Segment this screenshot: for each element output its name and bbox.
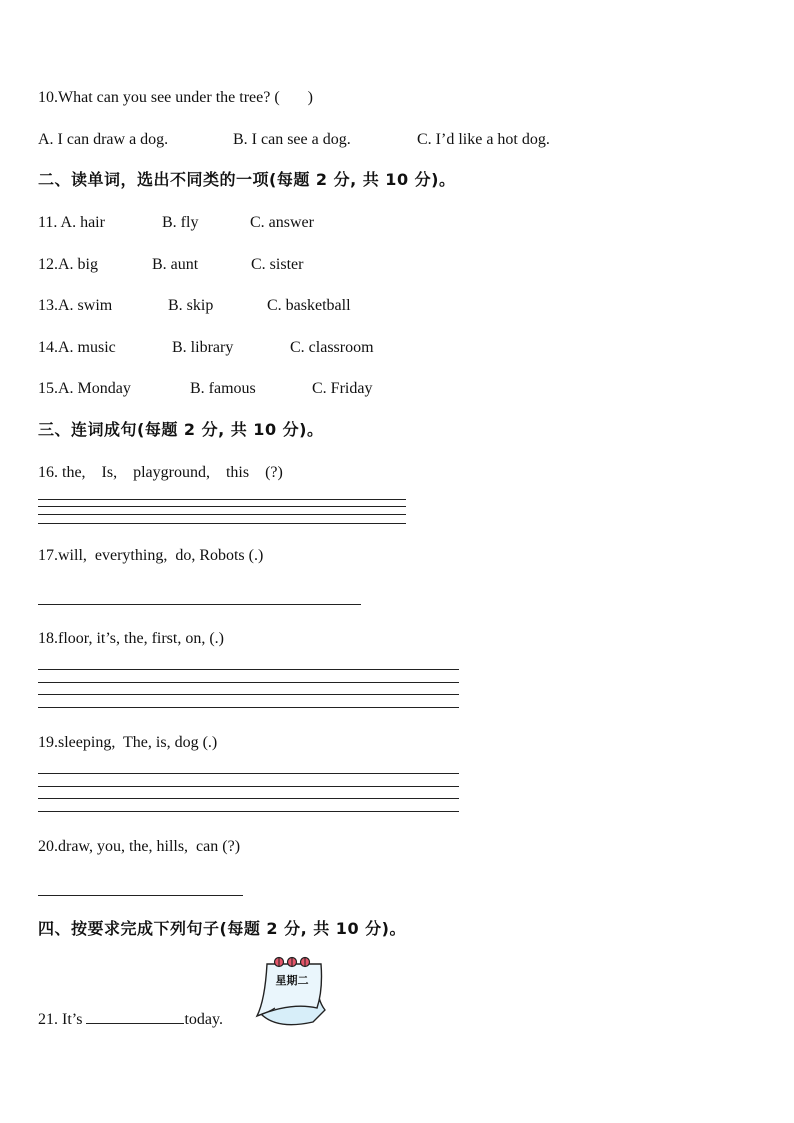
q15-option-a: 15.A. Monday: [38, 380, 131, 397]
answer-line[interactable]: [38, 669, 459, 670]
answer-line[interactable]: [38, 798, 459, 799]
answer-line[interactable]: [38, 506, 406, 507]
answer-line[interactable]: [38, 523, 406, 524]
q13-option-b: B. skip: [168, 297, 214, 314]
question-20: 20.draw, you, the, hills, can (?): [38, 838, 241, 855]
q14-option-c: C. classroom: [290, 339, 374, 356]
q13-option-c: C. basketball: [267, 297, 351, 314]
q11-option-a: 11. A. hair: [38, 214, 105, 231]
section-3-title: 三、连词成句(每题 2 分, 共 10 分)。: [38, 420, 324, 439]
answer-line[interactable]: [38, 694, 459, 695]
q21-blank[interactable]: [86, 1009, 184, 1024]
q11-option-c: C. answer: [250, 214, 314, 231]
q14-option-a: 14.A. music: [38, 339, 116, 356]
answer-line[interactable]: [38, 514, 406, 515]
q14-option-b: B. library: [172, 339, 234, 356]
answer-line[interactable]: [38, 786, 459, 787]
q15-option-c: C. Friday: [312, 380, 373, 397]
answer-line[interactable]: [38, 707, 459, 708]
q12-option-b: B. aunt: [152, 256, 199, 273]
q12-option-a: 12.A. big: [38, 256, 98, 273]
q21-prefix: 21. It’s: [38, 1011, 87, 1028]
q13-option-a: 13.A. swim: [38, 297, 113, 314]
q12-option-c: C. sister: [251, 256, 304, 273]
section-2-title: 二、读单词，选出不同类的一项(每题 2 分, 共 10 分)。: [38, 170, 456, 189]
question-10: 10.What can you see under the tree? ( ): [38, 89, 313, 106]
q11-option-b: B. fly: [162, 214, 199, 231]
question-21: [38, 1009, 223, 1030]
question-19: 19.sleeping, The, is, dog (.): [38, 734, 218, 751]
calendar-icon: [247, 950, 329, 1028]
answer-line[interactable]: [38, 682, 459, 683]
answer-line[interactable]: [38, 895, 243, 896]
q21-suffix: today.: [184, 1011, 223, 1028]
q10-option-c: C. I’d like a hot dog.: [417, 131, 550, 148]
q10-option-a: A. I can draw a dog.: [38, 131, 169, 148]
answer-line[interactable]: [38, 811, 459, 812]
question-16: 16. the, Is, playground, this (?): [38, 464, 283, 481]
q10-option-b: B. I can see a dog.: [233, 131, 351, 148]
question-18: 18.floor, it’s, the, first, on, (.): [38, 630, 224, 647]
answer-line[interactable]: [38, 604, 361, 605]
answer-line[interactable]: [38, 499, 406, 500]
question-17: 17.will, everything, do, Robots (.): [38, 547, 264, 564]
section-4-title: 四、按要求完成下列句子(每题 2 分, 共 10 分)。: [38, 919, 406, 938]
q15-option-b: B. famous: [190, 380, 256, 397]
calendar-label: 星期二: [275, 974, 309, 987]
answer-line[interactable]: [38, 773, 459, 774]
